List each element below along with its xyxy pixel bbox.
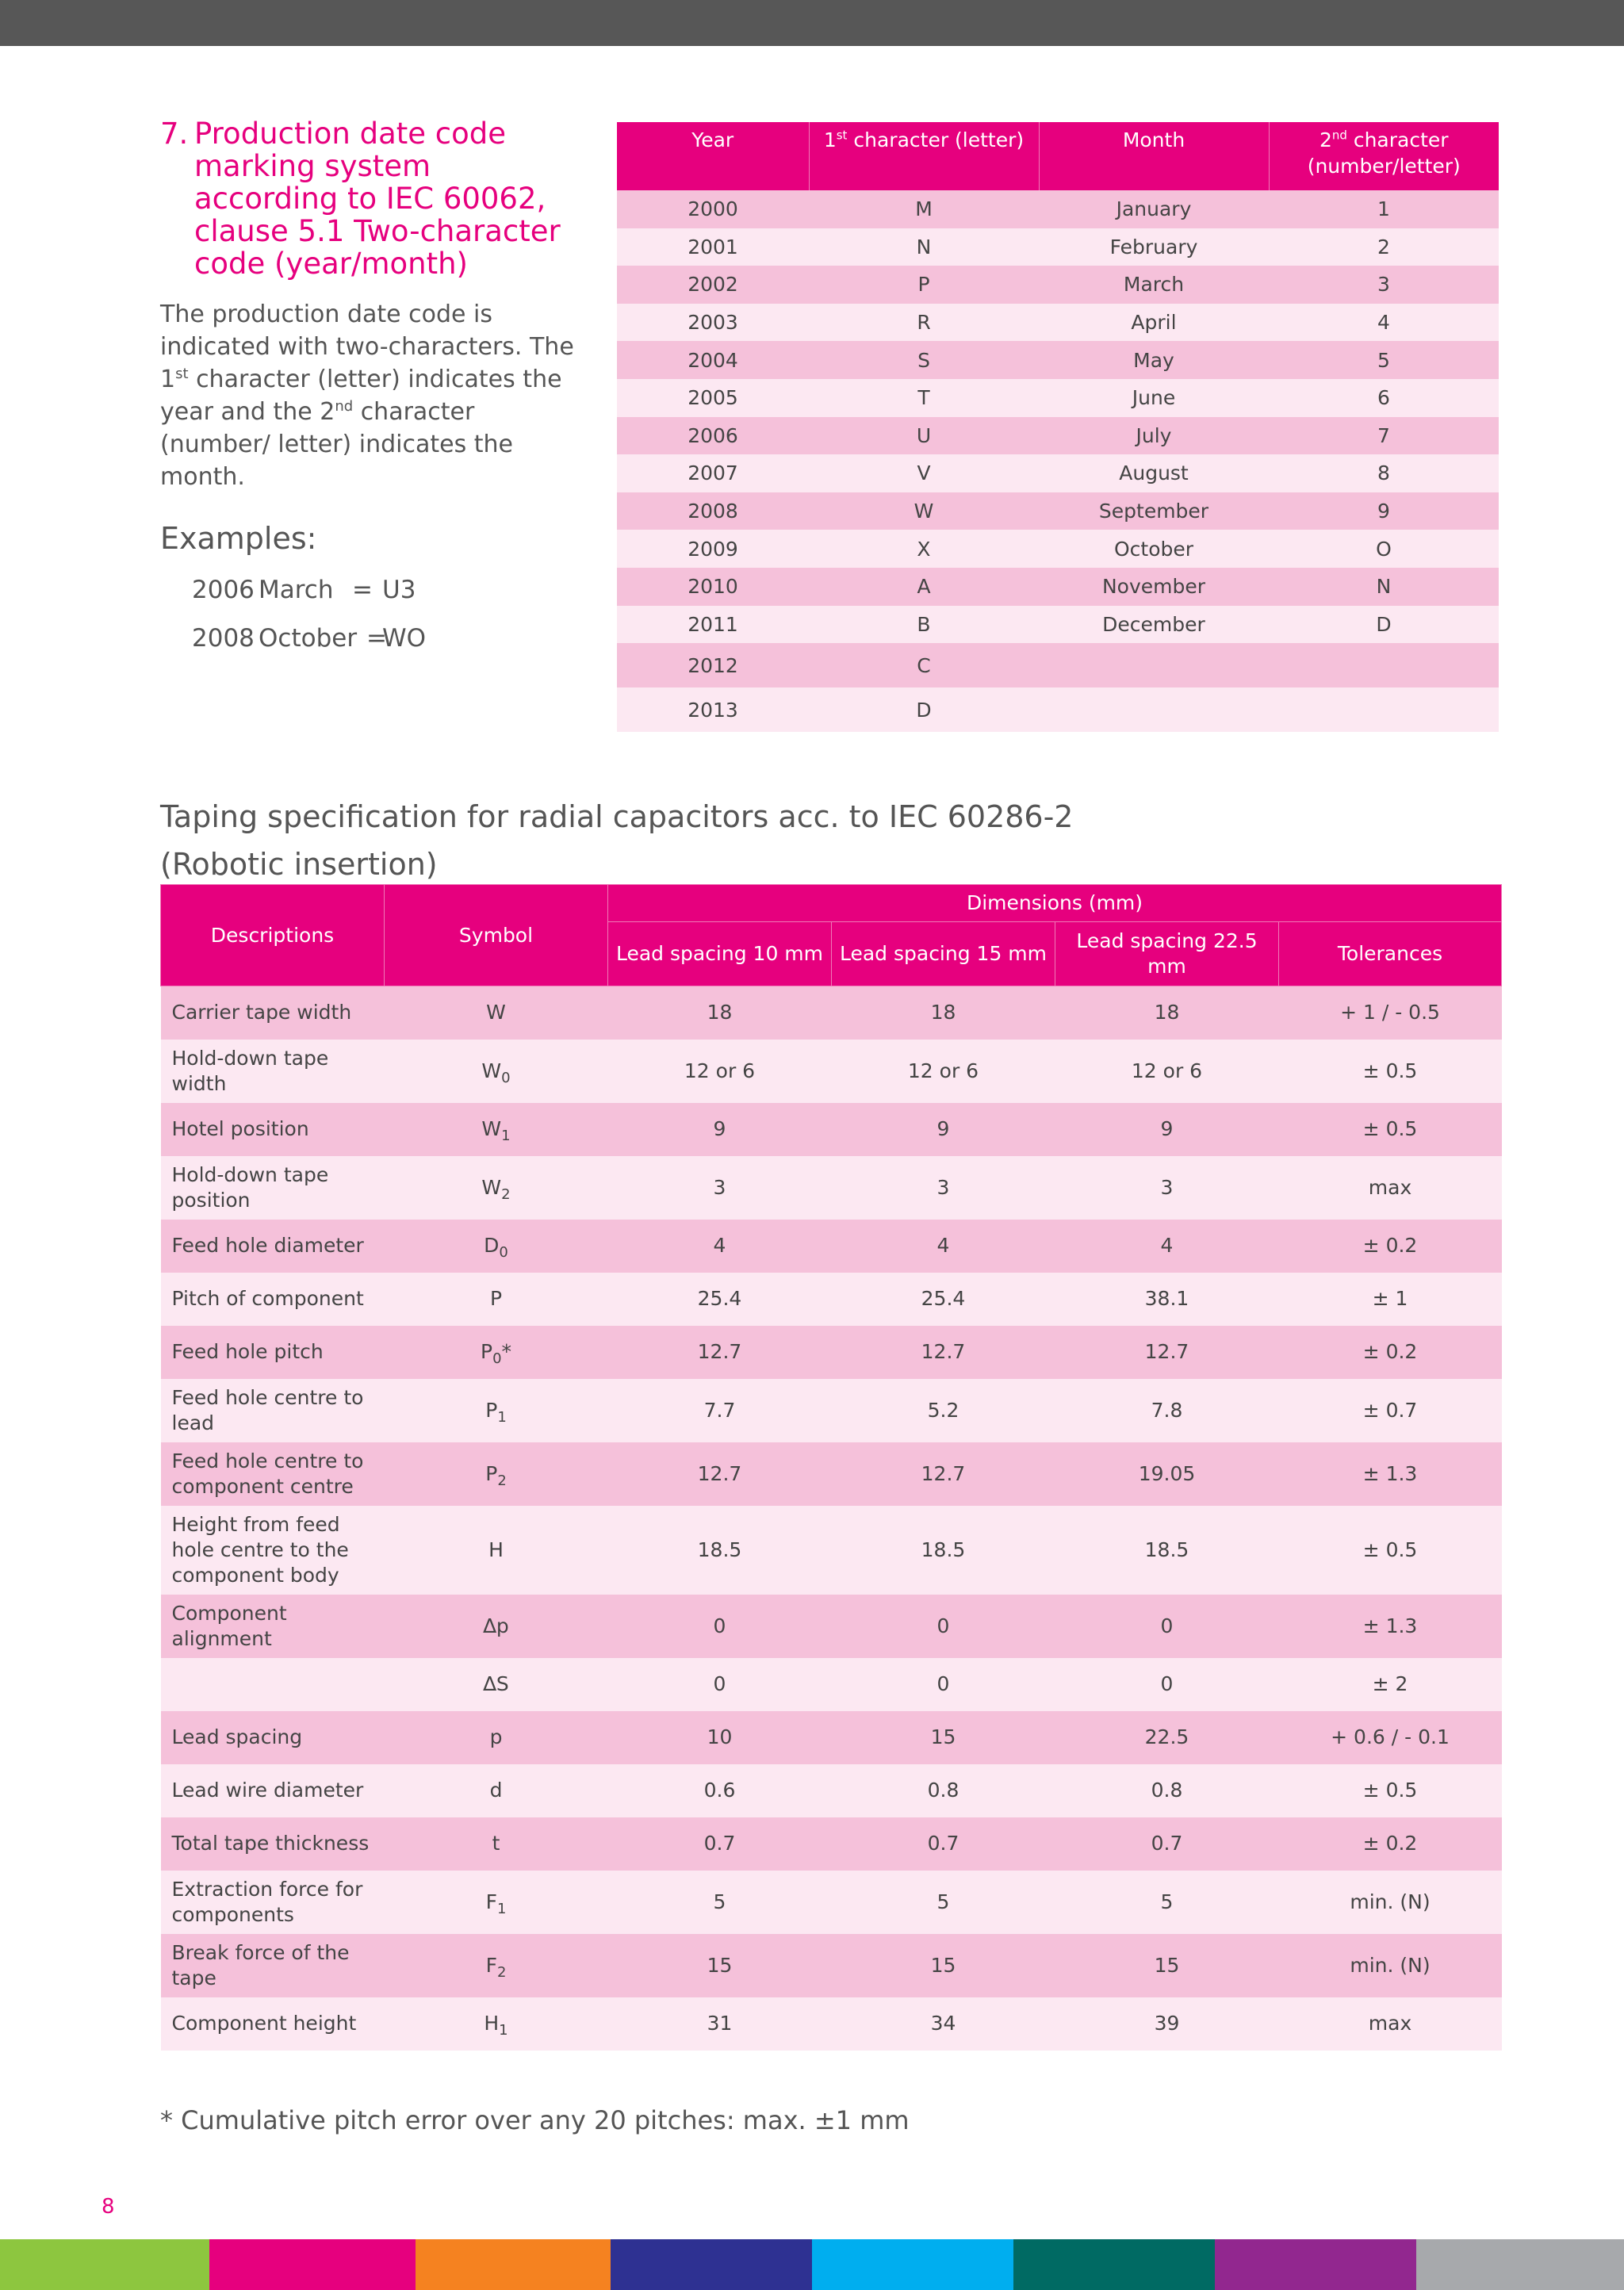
table-row (161, 1764, 1502, 1817)
bottom-color-bar (0, 2239, 1624, 2290)
color-bar-segment (416, 2239, 611, 2290)
taping-table-title: Taping specification for radial capacitors acc. to IEC 60286-2 (Robotic insertion) (160, 799, 1074, 882)
table-cell: 2012 (617, 643, 809, 687)
header-dimensions: Dimensions (mm) (608, 885, 1502, 922)
table-cell: T (809, 379, 1039, 417)
table-cell (1269, 687, 1499, 732)
value-cell: 0 (608, 1595, 832, 1658)
table-cell (1039, 643, 1269, 687)
symbol-cell: p (385, 1711, 608, 1764)
table-cell (1039, 687, 1269, 732)
symbol-cell: d (385, 1764, 608, 1817)
value-cell: 0 (832, 1658, 1055, 1711)
table-cell: 2007 (617, 454, 809, 492)
description-cell: Hotel position (161, 1103, 385, 1156)
page-number: 8 (102, 2195, 115, 2219)
value-cell: 31 (608, 1997, 832, 2051)
table-row (161, 1871, 1502, 1934)
value-cell: 7.8 (1055, 1379, 1279, 1442)
value-cell: 0 (1055, 1658, 1279, 1711)
table-row (617, 454, 1499, 492)
color-bar-segment (209, 2239, 416, 2290)
description-cell: Lead wire diameter (161, 1764, 385, 1817)
table-cell: V (809, 454, 1039, 492)
value-cell: 9 (832, 1103, 1055, 1156)
value-cell: 10 (608, 1711, 832, 1764)
table-cell: 4 (1269, 304, 1499, 342)
description-cell: Height from feed hole centre to the component body (161, 1506, 385, 1595)
tolerance-cell: + 1 / - 0.5 (1279, 986, 1502, 1040)
color-bar-segment (1215, 2239, 1416, 2290)
value-cell: 15 (608, 1934, 832, 1997)
value-cell: 25.4 (832, 1273, 1055, 1326)
table-cell: 2000 (617, 190, 809, 228)
value-cell: 3 (1055, 1156, 1279, 1220)
value-cell: 0 (1055, 1595, 1279, 1658)
table-row (161, 1156, 1502, 1220)
table-cell: 2006 (617, 417, 809, 455)
description-cell: Carrier tape width (161, 986, 385, 1040)
value-cell: 4 (1055, 1220, 1279, 1273)
value-cell: 12.7 (1055, 1326, 1279, 1379)
value-cell: 15 (832, 1711, 1055, 1764)
value-cell: 0.8 (1055, 1764, 1279, 1817)
intro-paragraph: The production date code is indicated with two-characters. The 1st character (letter) indicates the year and the 2nd character (number/ letter) indicates the month. (160, 301, 574, 491)
value-cell: 7.7 (608, 1379, 832, 1442)
header-lead-spacing-22-5: Lead spacing 22.5 mm (1055, 922, 1279, 986)
header-tolerances: Tolerances (1279, 922, 1502, 986)
table-cell: A (809, 568, 1039, 606)
description-cell: Component alignment (161, 1595, 385, 1658)
header-symbol: Symbol (385, 885, 608, 986)
tolerance-cell: max (1279, 1156, 1502, 1220)
section-number: 7. (160, 117, 189, 151)
top-bar (0, 0, 1624, 46)
value-cell: 0.7 (832, 1817, 1055, 1871)
header-month: Month (1039, 122, 1269, 190)
value-cell: 25.4 (608, 1273, 832, 1326)
table-cell: April (1039, 304, 1269, 342)
description-cell: Hold-down tape position (161, 1156, 385, 1220)
symbol-cell: W (385, 986, 608, 1040)
section-title-text: Production date code marking system according to IEC 60062, clause 5.1 Two-character code (year/month) (194, 117, 561, 281)
table-cell: June (1039, 379, 1269, 417)
description-cell (161, 1658, 385, 1711)
description-cell: Feed hole pitch (161, 1326, 385, 1379)
example-row: 2008 October =WO (192, 624, 427, 653)
color-bar-segment (812, 2239, 1013, 2290)
table-cell: 2008 (617, 492, 809, 530)
value-cell: 12.7 (832, 1326, 1055, 1379)
symbol-cell: $F_1$ (385, 1871, 608, 1934)
value-cell: 39 (1055, 1997, 1279, 2051)
table-cell: 2013 (617, 687, 809, 732)
table-row (161, 1595, 1502, 1658)
header-second-char: 2nd character (number/letter) (1269, 122, 1499, 190)
table-row (617, 568, 1499, 606)
symbol-cell: ∆S (385, 1658, 608, 1711)
table-cell: 2004 (617, 341, 809, 379)
value-cell: 18.5 (1055, 1506, 1279, 1595)
description-cell: Feed hole centre to component centre (161, 1442, 385, 1506)
table-cell: N (809, 228, 1039, 266)
table-row (617, 643, 1499, 687)
tolerance-cell: + 0.6 / - 0.1 (1279, 1711, 1502, 1764)
table-row (617, 341, 1499, 379)
footnote: * Cumulative pitch error over any 20 pitches: max. ±1 mm (160, 2105, 910, 2135)
table-cell: 9 (1269, 492, 1499, 530)
symbol-cell: ∆p (385, 1595, 608, 1658)
value-cell: 22.5 (1055, 1711, 1279, 1764)
table-row (617, 228, 1499, 266)
table-cell: D (809, 687, 1039, 732)
table-cell: 2 (1269, 228, 1499, 266)
tolerance-cell: ± 0.5 (1279, 1506, 1502, 1595)
table-cell: 3 (1269, 266, 1499, 304)
table-cell: 2002 (617, 266, 809, 304)
value-cell: 5.2 (832, 1379, 1055, 1442)
table-cell: September (1039, 492, 1269, 530)
table-cell: 6 (1269, 379, 1499, 417)
color-bar-segment (0, 2239, 209, 2290)
table-cell: May (1039, 341, 1269, 379)
symbol-cell: $W_1$ (385, 1103, 608, 1156)
table-cell: P (809, 266, 1039, 304)
value-cell: 3 (608, 1156, 832, 1220)
table-row (161, 1817, 1502, 1871)
tolerance-cell: ± 0.5 (1279, 1040, 1502, 1103)
symbol-cell: $P_2$ (385, 1442, 608, 1506)
description-cell: Feed hole centre to lead (161, 1379, 385, 1442)
symbol-cell: t (385, 1817, 608, 1871)
table-cell: 2009 (617, 530, 809, 568)
value-cell: 0.6 (608, 1764, 832, 1817)
table-row (617, 606, 1499, 644)
value-cell: 0.7 (1055, 1817, 1279, 1871)
table-cell: 2011 (617, 606, 809, 644)
table-cell: 1 (1269, 190, 1499, 228)
symbol-cell: $F_2$ (385, 1934, 608, 1997)
value-cell: 9 (1055, 1103, 1279, 1156)
value-cell: 5 (832, 1871, 1055, 1934)
description-cell: Component height (161, 1997, 385, 2051)
value-cell: 4 (608, 1220, 832, 1273)
value-cell: 12 or 6 (1055, 1040, 1279, 1103)
value-cell: 0.7 (608, 1817, 832, 1871)
table-cell: November (1039, 568, 1269, 606)
table-row (617, 304, 1499, 342)
table-cell: March (1039, 266, 1269, 304)
value-cell: 0.8 (832, 1764, 1055, 1817)
tolerance-cell: ± 0.2 (1279, 1326, 1502, 1379)
table-row (617, 530, 1499, 568)
table-row (161, 1379, 1502, 1442)
table-cell: January (1039, 190, 1269, 228)
value-cell: 3 (832, 1156, 1055, 1220)
table-row (617, 492, 1499, 530)
symbol-cell: $D_0$ (385, 1220, 608, 1273)
header-first-char: 1st character (letter) (809, 122, 1039, 190)
value-cell: 18 (1055, 986, 1279, 1040)
value-cell: 12.7 (608, 1326, 832, 1379)
description-cell: Break force of the tape (161, 1934, 385, 1997)
tolerance-cell: ± 0.2 (1279, 1220, 1502, 1273)
value-cell: 38.1 (1055, 1273, 1279, 1326)
table-row (617, 379, 1499, 417)
table-cell: C (809, 643, 1039, 687)
description-cell: Feed hole diameter (161, 1220, 385, 1273)
tolerance-cell: ± 0.7 (1279, 1379, 1502, 1442)
header-lead-spacing-15: Lead spacing 15 mm (832, 922, 1055, 986)
examples-label: Examples: (160, 521, 317, 556)
header-descriptions: Descriptions (161, 885, 385, 986)
table-cell: R (809, 304, 1039, 342)
table-cell: U (809, 417, 1039, 455)
table-row (617, 417, 1499, 455)
table-row (161, 1442, 1502, 1506)
table-cell: 2010 (617, 568, 809, 606)
table-cell: N (1269, 568, 1499, 606)
symbol-cell: $P_1$ (385, 1379, 608, 1442)
symbol-cell: H (385, 1506, 608, 1595)
table-row (161, 1273, 1502, 1326)
value-cell: 0 (832, 1595, 1055, 1658)
tolerance-cell: ± 1 (1279, 1273, 1502, 1326)
table-cell: 8 (1269, 454, 1499, 492)
value-cell: 18 (608, 986, 832, 1040)
table-row (161, 1934, 1502, 1997)
table-row (161, 986, 1502, 1040)
color-bar-segment (1013, 2239, 1215, 2290)
value-cell: 18 (832, 986, 1055, 1040)
description-cell: Total tape thickness (161, 1817, 385, 1871)
value-cell: 18.5 (832, 1506, 1055, 1595)
symbol-cell: $W_2$ (385, 1156, 608, 1220)
value-cell: 5 (608, 1871, 832, 1934)
table-cell: O (1269, 530, 1499, 568)
table-row (161, 1220, 1502, 1273)
tolerance-cell: ± 2 (1279, 1658, 1502, 1711)
value-cell: 0 (608, 1658, 832, 1711)
tolerance-cell: ± 1.3 (1279, 1442, 1502, 1506)
table-cell: 5 (1269, 341, 1499, 379)
table-row (617, 266, 1499, 304)
color-bar-segment (1416, 2239, 1624, 2290)
table-cell: S (809, 341, 1039, 379)
description-cell: Hold-down tape width (161, 1040, 385, 1103)
tolerance-cell: min. (N) (1279, 1934, 1502, 1997)
table-row (161, 1103, 1502, 1156)
table-cell: December (1039, 606, 1269, 644)
table-cell: August (1039, 454, 1269, 492)
table-cell: W (809, 492, 1039, 530)
table-cell: B (809, 606, 1039, 644)
value-cell: 19.05 (1055, 1442, 1279, 1506)
tolerance-cell: max (1279, 1997, 1502, 2051)
value-cell: 18.5 (608, 1506, 832, 1595)
header-year: Year (617, 122, 809, 190)
tolerance-cell: ± 0.5 (1279, 1764, 1502, 1817)
table-row (617, 687, 1499, 732)
date-code-table (617, 122, 1499, 732)
value-cell: 15 (1055, 1934, 1279, 1997)
table-row (161, 1506, 1502, 1595)
example-row: 2006 March = U3 (192, 576, 416, 604)
table-cell: M (809, 190, 1039, 228)
value-cell: 12 or 6 (608, 1040, 832, 1103)
value-cell: 12.7 (832, 1442, 1055, 1506)
value-cell: 4 (832, 1220, 1055, 1273)
value-cell: 12.7 (608, 1442, 832, 1506)
value-cell: 34 (832, 1997, 1055, 2051)
value-cell: 15 (832, 1934, 1055, 1997)
tolerance-cell: ± 0.5 (1279, 1103, 1502, 1156)
table-row (161, 1658, 1502, 1711)
header-lead-spacing-10: Lead spacing 10 mm (608, 922, 832, 986)
color-bar-segment (611, 2239, 812, 2290)
value-cell: 12 or 6 (832, 1040, 1055, 1103)
tolerance-cell: min. (N) (1279, 1871, 1502, 1934)
value-cell: 5 (1055, 1871, 1279, 1934)
tolerance-cell: ± 1.3 (1279, 1595, 1502, 1658)
section-title (160, 117, 573, 280)
value-cell: 9 (608, 1103, 832, 1156)
table-row (161, 1326, 1502, 1379)
table-cell: D (1269, 606, 1499, 644)
table-cell: X (809, 530, 1039, 568)
table-row (161, 1711, 1502, 1764)
description-cell: Pitch of component (161, 1273, 385, 1326)
table-cell: February (1039, 228, 1269, 266)
description-cell: Lead spacing (161, 1711, 385, 1764)
taping-spec-table (160, 884, 1502, 2051)
table-cell: 7 (1269, 417, 1499, 455)
description-cell: Extraction force for components (161, 1871, 385, 1934)
table-row (617, 190, 1499, 228)
table-cell: 2005 (617, 379, 809, 417)
table-row (161, 1040, 1502, 1103)
symbol-cell: $W_0$ (385, 1040, 608, 1103)
table-cell: 2003 (617, 304, 809, 342)
tolerance-cell: ± 0.2 (1279, 1817, 1502, 1871)
table-cell: October (1039, 530, 1269, 568)
table-cell: 2001 (617, 228, 809, 266)
table-row (161, 1997, 1502, 2051)
symbol-cell: $H_1$ (385, 1997, 608, 2051)
symbol-cell: P (385, 1273, 608, 1326)
table-cell (1269, 643, 1499, 687)
table-cell: July (1039, 417, 1269, 455)
symbol-cell: $P_0*$ (385, 1326, 608, 1379)
